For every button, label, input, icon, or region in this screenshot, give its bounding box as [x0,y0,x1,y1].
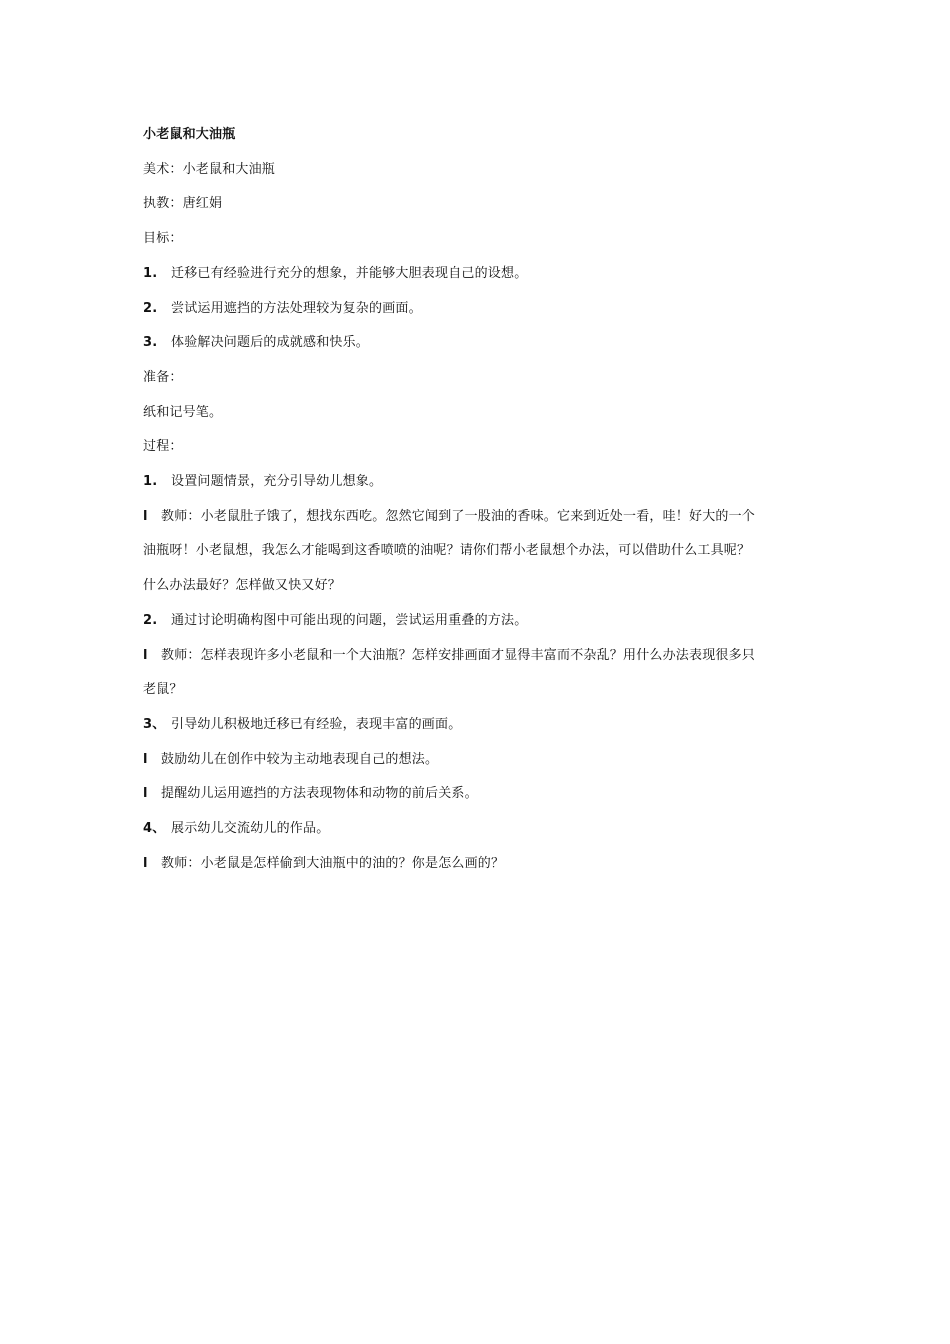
document-body [143,118,813,881]
bullet-item [143,847,813,882]
step-number: 2. [143,612,158,628]
bullet-text: 教师：怎样表现许多小老鼠和一个大油瓶？怎样安排画面才显得丰富而不杂乱？用什么办法表现很多只 [161,647,756,663]
prep-heading: 准备： [143,369,183,385]
bullet-continuation: 油瓶呀！小老鼠想，我怎么才能喝到这香喷喷的油呢？请你们帮小老鼠想个办法，可以借助什么工具呢？ [143,543,751,559]
bullet-continuation: 什么办法最好？怎样做又快又好？ [143,578,342,594]
bullet-item [143,500,813,535]
goal-number: 2. [143,300,158,316]
step-text: 通过讨论明确构图中可能出现的问题，尝试运用重叠的方法。 [171,612,528,628]
bullet-marker: l [143,751,148,767]
bullet-text: 教师：小老鼠是怎样偷到大油瓶中的油的？你是怎么画的？ [161,855,505,871]
step-text: 设置问题情景，充分引导幼儿想象。 [171,474,383,490]
document-title: 小老鼠和大油瓶 [143,127,236,142]
goal-number: 1. [143,265,158,281]
process-step [143,708,813,743]
process-step [143,465,813,500]
step-number: 1. [143,474,158,490]
goal-text: 体验解决问题后的成就感和快乐。 [171,335,370,351]
bullet-marker: l [143,508,148,524]
bullet-text: 鼓励幼儿在创作中较为主动地表现自己的想法。 [161,751,439,767]
bullet-item [143,743,813,778]
step-text: 引导幼儿积极地迁移已有经验，表现丰富的画面。 [171,716,462,732]
goal-item [143,292,813,327]
goals-heading: 目标： [143,231,183,247]
goal-number: 3. [143,335,158,351]
prep-text: 纸和记号笔。 [143,404,223,420]
process-step [143,604,813,639]
step-number: 4、 [143,821,166,837]
step-number: 3、 [143,716,166,732]
bullet-marker: l [143,855,148,871]
bullet-text: 提醒幼儿运用遮挡的方法表现物体和动物的前后关系。 [161,786,478,802]
goal-text: 迁移已有经验进行充分的想象，并能够大胆表现自己的设想。 [171,265,528,281]
goal-item [143,257,813,292]
process-step [143,812,813,847]
bullet-marker: l [143,647,148,663]
bullet-text: 教师：小老鼠肚子饿了，想找东西吃。忽然它闻到了一股油的香味。它来到近处一看，哇！好大的一个 [161,508,756,524]
step-text: 展示幼儿交流幼儿的作品。 [171,821,330,837]
process-heading: 过程： [143,439,183,455]
bullet-continuation: 老鼠？ [143,682,183,698]
goal-text: 尝试运用遮挡的方法处理较为复杂的画面。 [171,300,422,316]
subject-line: 美术：小老鼠和大油瓶 [143,161,276,177]
teacher-line: 执教：唐红娟 [143,196,223,212]
bullet-item [143,777,813,812]
bullet-item [143,639,813,674]
bullet-marker: l [143,786,148,802]
goal-item [143,326,813,361]
